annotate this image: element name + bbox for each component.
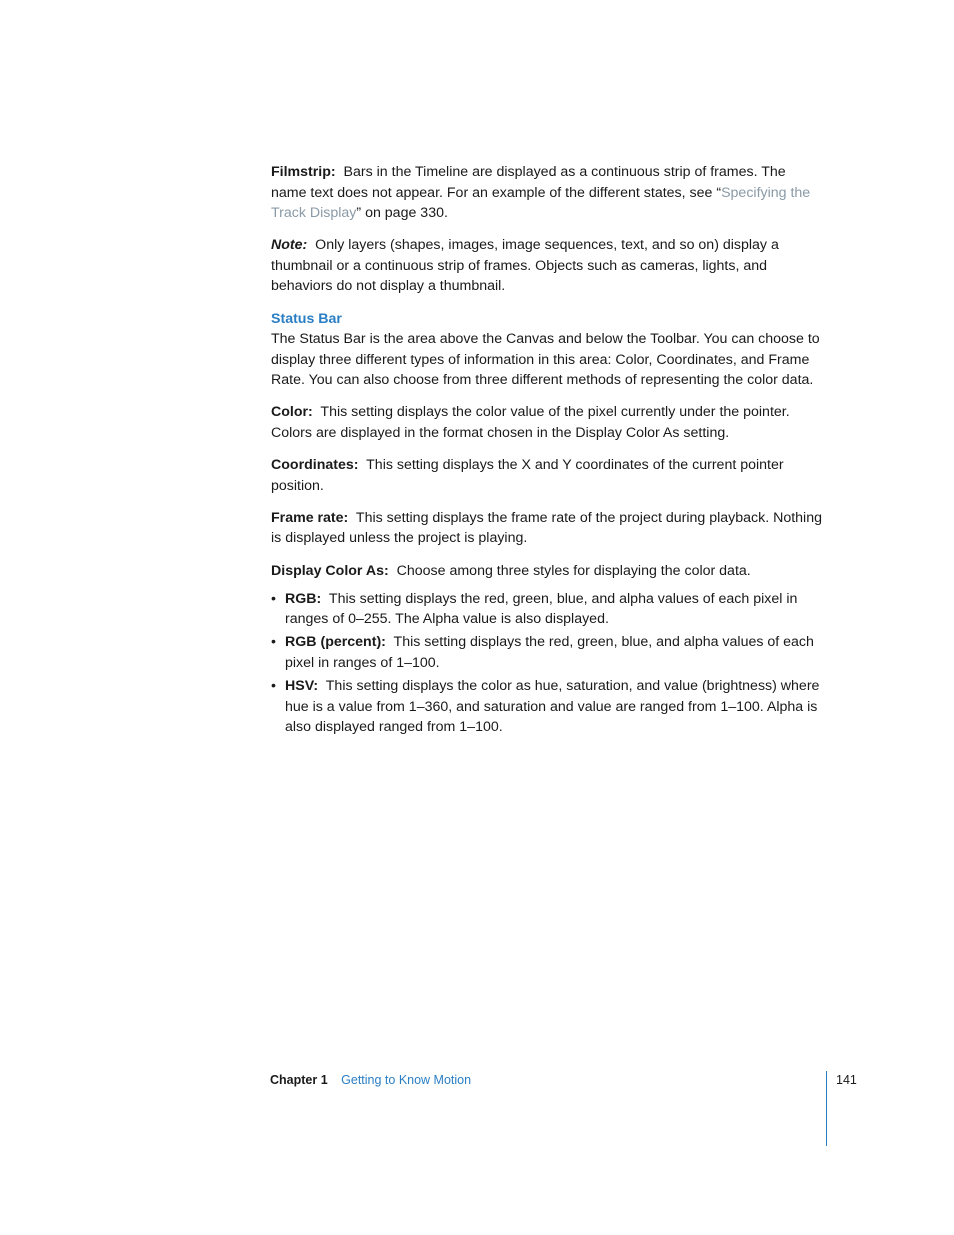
- filmstrip-paragraph: [271, 162, 823, 224]
- status-bar-intro: The Status Bar is the area above the Canvas and below the Toolbar. You can choose to display three different types of information in this area: Color, Coordinates, and Frame Rate. You can also choose from three different methods of representing the color data.: [271, 331, 820, 389]
- filmstrip-text: Bars in the Timeline are displayed as a continuous strip of frames. The name text does not appear. For an example of the different states, see “: [271, 164, 786, 201]
- page-footer: [270, 1071, 471, 1089]
- list-item-term: RGB (percent):: [285, 634, 386, 651]
- definition-term: Frame rate:: [271, 509, 349, 526]
- list-item-hsv: [271, 676, 823, 738]
- definition-color: [271, 402, 823, 443]
- definition-text: This setting displays the X and Y coordinates of the current pointer position.: [271, 457, 784, 494]
- filmstrip-term: Filmstrip:: [271, 164, 336, 180]
- note-paragraph: [271, 235, 823, 297]
- page-number: 141: [836, 1073, 857, 1087]
- definition-text: This setting displays the frame rate of the project during playback. Nothing is displayed unless the project is playing.: [271, 509, 822, 547]
- definition-coordinates: [271, 455, 823, 496]
- list-item-text: This setting displays the red, green, blue, and alpha values of each pixel in ranges of 1–100.: [285, 634, 814, 671]
- definition-frame-rate: [271, 508, 823, 549]
- definition-display-color-as: [271, 561, 823, 582]
- page-body: [271, 162, 823, 740]
- color-format-list: [271, 589, 823, 738]
- status-bar-heading: Status Bar: [271, 310, 342, 327]
- note-label: Note:: [271, 237, 308, 254]
- specifying-track-display-link[interactable]: Specifying the Track Display: [271, 184, 811, 222]
- list-item-text: This setting displays the color as hue, saturation, and value (brightness) where hue is a value from 1–360, and saturation and value are ranged from 1–100. Alpha is also displayed ranged from 1–100.: [285, 677, 820, 736]
- note-text: Only layers (shapes, images, image sequences, text, and so on) display a thumbnail or a continuous strip of frames. Objects such as cameras, lights, and behaviors do not display a thumbnail.: [271, 237, 779, 295]
- bullet-glyph: •: [271, 634, 276, 651]
- list-item-term: HSV:: [285, 677, 319, 694]
- bullet-glyph: •: [271, 590, 276, 607]
- list-item-rgb: [271, 589, 823, 630]
- list-item-rgb-percent: [271, 632, 823, 673]
- footer-chapter-title-link[interactable]: Getting to Know Motion: [341, 1073, 472, 1087]
- definition-text: Choose among three styles for displaying the color data.: [396, 562, 751, 579]
- definition-text: This setting displays the color value of the pixel currently under the pointer. Colors are displayed in the format chosen in the Display Color As setting.: [271, 404, 790, 442]
- filmstrip-page-ref: ” on page 330.: [356, 205, 448, 222]
- footer-chapter: Chapter 1: [270, 1073, 328, 1087]
- definition-term: Color:: [271, 404, 313, 421]
- bullet-glyph: •: [271, 677, 276, 694]
- list-item-text: This setting displays the red, green, blue, and alpha values of each pixel in ranges of 0–255. The Alpha value is also displayed.: [285, 590, 798, 628]
- definition-term: Coordinates:: [271, 457, 359, 474]
- list-item-term: RGB:: [285, 590, 322, 607]
- definition-term: Display Color As:: [271, 562, 389, 579]
- footer-divider: [826, 1071, 827, 1146]
